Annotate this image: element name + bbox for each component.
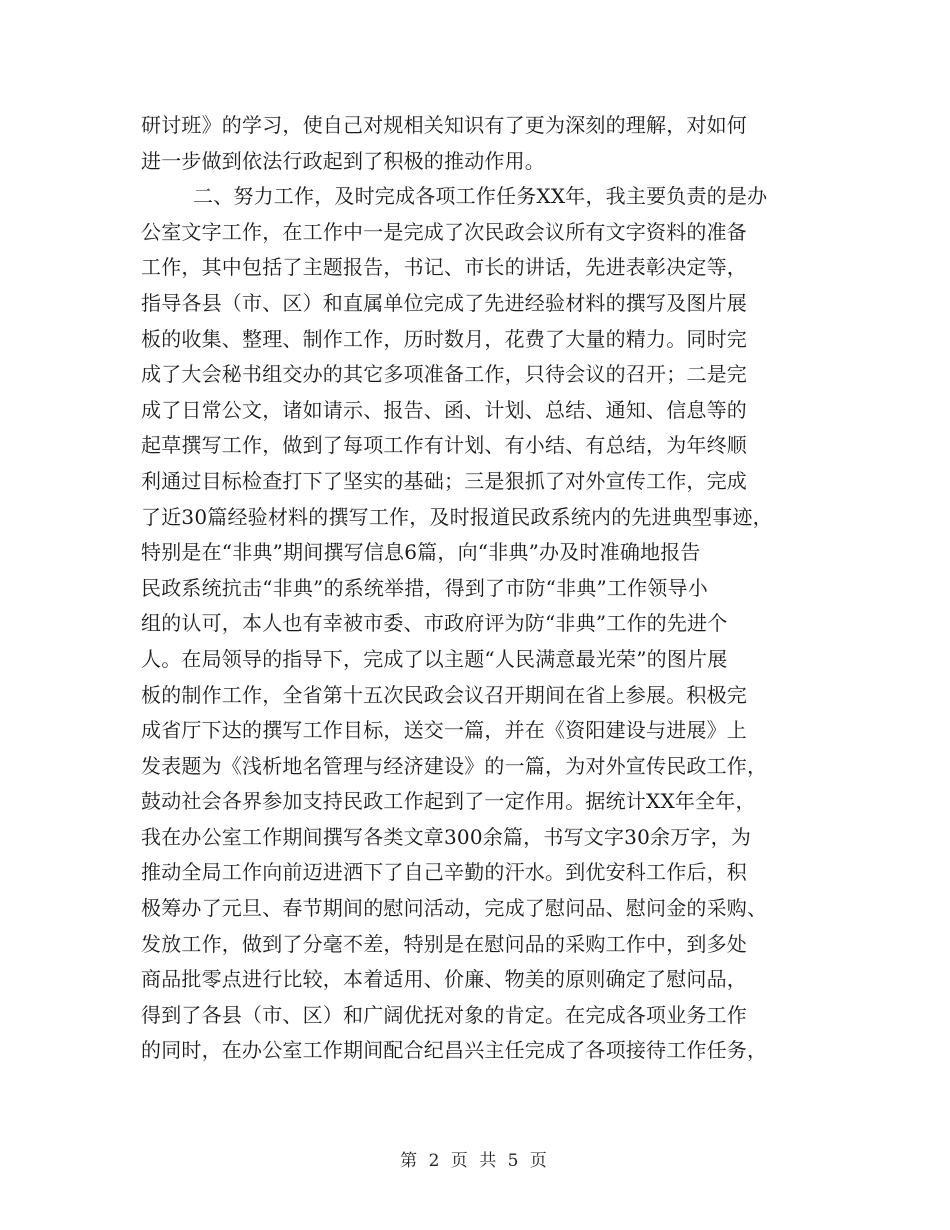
- text-line: 起草撰写工作，做到了每项工作有计划、有小结、有总结，为年终顺: [141, 433, 747, 458]
- text-line: 鼓动社会各界参加支持民政工作起到了一定作用。据统计XX年全年，: [141, 789, 756, 814]
- text-line: 得到了各县（市、区）和广阔优抚对象的肯定。在完成各项业务工作: [141, 1002, 747, 1027]
- text-line: 人。在局领导的指导下，完成了以主题“人民满意最光荣”的图片展: [141, 646, 728, 671]
- text-line: 极筹办了元旦、春节期间的慰问活动，完成了慰问品、慰问金的采购、: [141, 896, 768, 921]
- text-line: 指导各县（市、区）和直属单位完成了先进经验材料的撰写及图片展: [141, 290, 747, 315]
- text-line: 发表题为《浅析地名管理与经济建设》的一篇，为对外宣传民政工作，: [141, 753, 768, 778]
- paragraph-start-line: 二、努力工作，及时完成各项工作任务XX年，我主要负责的是办: [193, 184, 768, 209]
- text-line: 板的制作工作，全省第十五次民政会议召开期间在省上参展。积极完: [141, 682, 747, 707]
- text-line: 工作，其中包括了主题报告，书记、市长的讲话，先进表彰决定等，: [141, 255, 747, 280]
- text-line: 研讨班》的学习，使自己对规相关知识有了更为深刻的理解，对如何: [141, 113, 747, 137]
- text-line: 成省厅下达的撰写工作目标，送交一篇，并在《资阳建设与进展》上: [141, 718, 747, 743]
- text-line: 推动全局工作向前迈进洒下了自己辛勤的汗水。到优安科工作后，积: [141, 860, 747, 885]
- text-line: 利通过目标检查打下了坚实的基础；三是狠抓了对外宣传工作，完成: [141, 468, 747, 493]
- text-line: 组的认可，本人也有幸被市委、市政府评为防“非典”工作的先进个: [141, 611, 728, 636]
- body-text: [141, 108, 821, 1069]
- text-line: 公室文字工作，在工作中一是完成了次民政会议所有文字资料的准备: [141, 219, 747, 244]
- text-line: 特别是在“非典”期间撰写信息6篇，向“非典”办及时准确地报告: [141, 540, 701, 565]
- text-line: 民政系统抗击“非典”的系统举措，得到了市防“非典”工作领导小: [141, 575, 708, 600]
- page-number-footer: 第 2 页 共 5 页: [400, 1151, 550, 1171]
- text-line: 发放工作，做到了分毫不差，特别是在慰问品的采购工作中，到多处: [141, 931, 747, 956]
- text-line: 了近30篇经验材料的撰写工作，及时报道民政系统内的先进典型事迹，: [141, 504, 773, 529]
- text-line: 我在办公室工作期间撰写各类文章300余篇，书写文字30余万字，为: [141, 824, 752, 849]
- text-line: 板的收集、整理、制作工作，历时数月，花费了大量的精力。同时完: [141, 326, 747, 351]
- text-line: 进一步做到依法行政起到了积极的推动作用。: [141, 148, 545, 173]
- text-line: 的同时，在办公室工作期间配合纪昌兴主任完成了各项接待工作任务，: [141, 1038, 768, 1063]
- text-line: 成了大会秘书组交办的其它多项准备工作，只待会议的召开；二是完: [141, 362, 747, 387]
- text-line: 商品批零点进行比较，本着适用、价廉、物美的原则确定了慰问品，: [141, 967, 747, 992]
- text-line: 成了日常公文，诸如请示、报告、函、计划、总结、通知、信息等的: [141, 397, 747, 422]
